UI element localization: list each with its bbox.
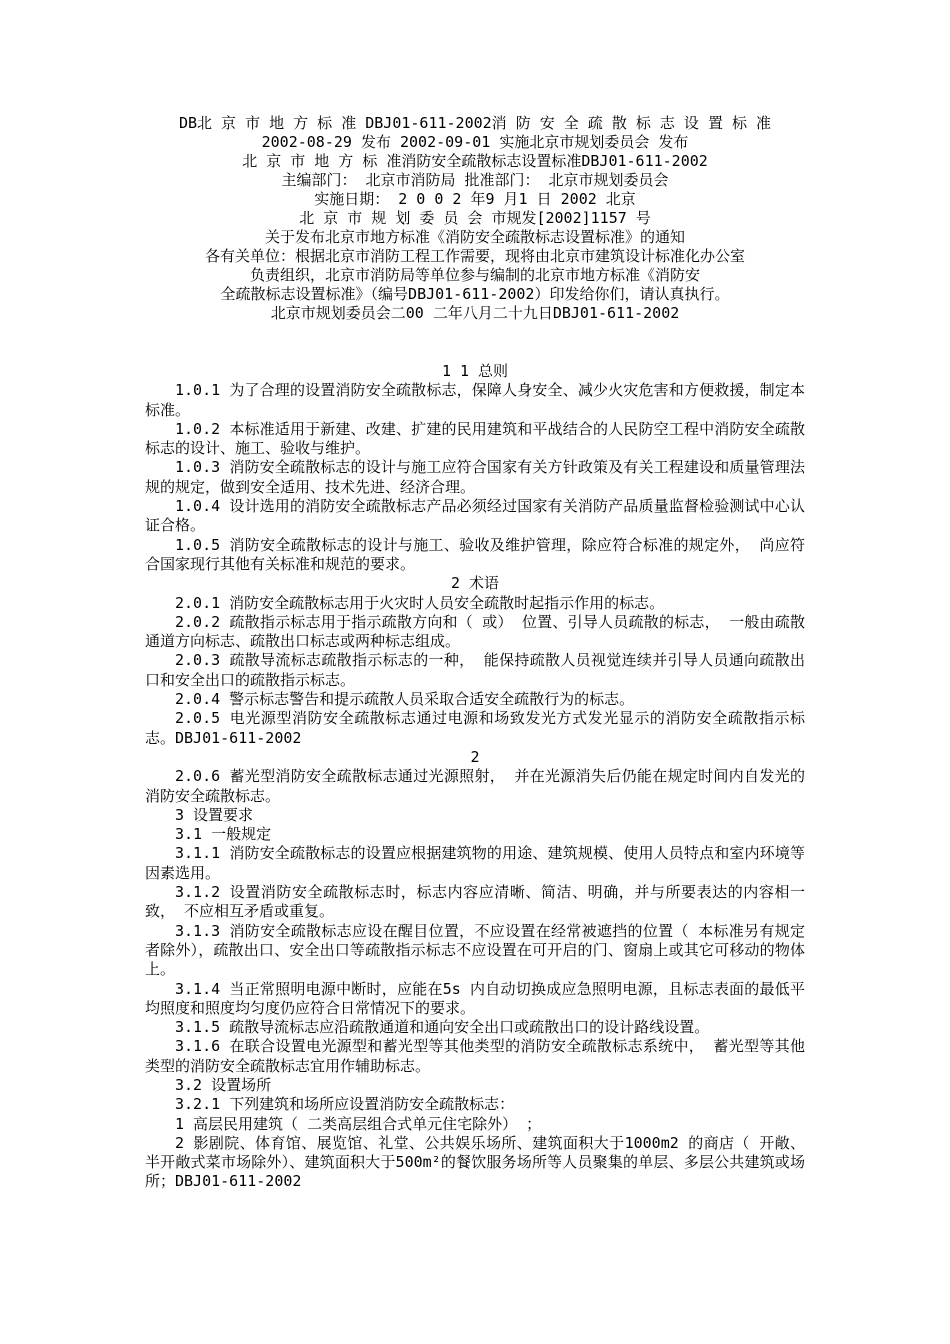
- clause-3-1-5: 3.1.5 疏散导流标志应沿疏散通道和通向安全出口或疏散出口的设计路线设置。: [175, 1018, 710, 1037]
- chapter-2-title: 2 术语: [450, 574, 500, 593]
- clause-1-0-3: 1.0.3 消防安全疏散标志的设计与施工应符合国家有关方针政策及有关工程建设和质量管理法规的规定，做到安全适用、技术先进、经济合理。: [145, 458, 805, 496]
- header-line: 2002-08-29 发布 2002-09-01 实施北京市规划委员会 发布: [261, 133, 689, 151]
- chapter-1-title: 1 1 总则: [441, 362, 509, 380]
- section-3-1-title: 3.1 一般规定: [175, 825, 272, 844]
- clause-1-0-2: 1.0.2 本标准适用于新建、改建、扩建的民用建筑和平战结合的人民防空工程中消防安全疏散标志的设计、施工、验收与维护。: [145, 419, 805, 458]
- clause-3-2-1: 3.2.1 下列建筑和场所应设置消防安全疏散标志：: [175, 1095, 515, 1114]
- clause-1-0-1: 1.0.1 为了合理的设置消防安全疏散标志，保障人身安全、减少火灾危害和方便救援，制定本标准。: [145, 381, 805, 419]
- clause-3-1-3: 3.1.3 消防安全疏散标志应设在醒目位置，不应设置在经常被遮挡的位置（ 本标准另有规定者除外），疏散出口、安全出口等疏散指示标志不应设置在可开启的门、窗扇上或其它可移动的物体上。: [145, 921, 805, 979]
- document-header: [100, 114, 850, 323]
- list-item-2: 2 影剧院、体育馆、展览馆、礼堂、公共娱乐场所、建筑面积大于1000m2 的商店（ 开敞、半开敞式菜市场除外）、建筑面积大于500m²的餐饮服务场所等人员聚集的单层、多层公共建筑或场所；DBJ01-611-2002: [145, 1133, 805, 1191]
- clause-1-0-4: 1.0.4 设计选用的消防安全疏散标志产品必须经过国家有关消防产品质量监督检验测试中心认证合格。: [145, 497, 805, 535]
- clause-3-1-4: 3.1.4 当正常照明电源中断时，应能在5s 内自动切换成应急照明电源，且标志表面的最低平均照度和照度均匀度仍应符合日常情况下的要求。: [145, 979, 805, 1017]
- clause-2-0-6: 2.0.6 蓄光型消防安全疏散标志通过光源照射， 并在光源消失后仍能在规定时间内自发光的消防安全疏散标志。: [145, 767, 805, 805]
- section-3-2-title: 3.2 设置场所: [175, 1075, 272, 1094]
- clause-1-0-5: 1.0.5 消防安全疏散标志的设计与施工、验收及维护管理，除应符合标准的规定外， 尚应符合国家现行其他有关标准和规范的要求。: [145, 535, 805, 573]
- clause-2-0-5: 2.0.5 电光源型消防安全疏散标志通过电源和场致发光方式发光显示的消防安全疏散指示标志。DBJ01-611-2002: [145, 709, 805, 747]
- header-line: 负责组织，北京市消防局等单位参与编制的北京市地方标准《消防安: [249, 266, 700, 284]
- clause-3-1-1: 3.1.1 消防安全疏散标志的设置应根据建筑物的用途、建筑规模、使用人员特点和室内环境等因素选用。: [145, 844, 805, 882]
- chapter-3-title: 3 设置要求: [175, 805, 254, 824]
- clause-2-0-1: 2.0.1 消防安全疏散标志用于火灾时人员安全疏散时起指示作用的标志。: [175, 593, 665, 612]
- header-line: 北京市规划委员会二00 二年八月二十九日DBJ01-611-2002: [270, 304, 680, 322]
- header-line: 北 京 市 规 划 委 员 会 市规发[2002]1157 号: [299, 209, 651, 227]
- page-number: 2: [470, 747, 480, 766]
- header-line: 实施日期： 2 0 0 2 年9 月1 日 2002 北京: [314, 190, 636, 208]
- header-line: 全疏散标志设置标准》（编号DBJ01-611-2002）印发给你们，请认真执行。: [220, 285, 730, 303]
- list-item-1: 1 高层民用建筑（ 二类高层组合式单元住宅除外） ；: [175, 1114, 542, 1133]
- header-line: 关于发布北京市地方标准《消防安全疏散标志设置标准》的通知: [264, 228, 685, 246]
- header-line: DB北 京 市 地 方 标 准 DBJ01-611-2002消 防 安 全 疏 散 标 志 设 置 标 准: [178, 114, 772, 132]
- header-line: 各有关单位：根据北京市消防工程工作需要，现将由北京市建筑设计标准化办公室: [204, 247, 745, 265]
- clause-2-0-2: 2.0.2 疏散指示标志用于指示疏散方向和（ 或） 位置、引导人员疏散的标志， 一般由疏散通道方向标志、疏散出口标志或两种标志组成。: [145, 612, 805, 651]
- document-body: [145, 362, 805, 1192]
- header-line: 北 京 市 地 方 标 准消防安全疏散标志设置标准DBJ01-611-2002: [242, 152, 708, 170]
- clause-3-1-6: 3.1.6 在联合设置电光源型和蓄光型等其他类型的消防安全疏散标志系统中， 蓄光型等其他类型的消防安全疏散标志宜用作辅助标志。: [145, 1037, 805, 1075]
- header-line: 主编部门： 北京市消防局 批准部门： 北京市规划委员会: [281, 171, 669, 189]
- clause-2-0-3: 2.0.3 疏散导流标志疏散指示标志的一种， 能保持疏散人员视觉连续并引导人员通向疏散出口和安全出口的疏散指示标志。: [145, 651, 805, 689]
- clause-2-0-4: 2.0.4 警示标志警告和提示疏散人员采取合适安全疏散行为的标志。: [175, 690, 635, 709]
- clause-3-1-2: 3.1.2 设置消防安全疏散标志时，标志内容应清晰、简洁、明确，并与所要表达的内容相一致， 不应相互矛盾或重复。: [145, 883, 805, 921]
